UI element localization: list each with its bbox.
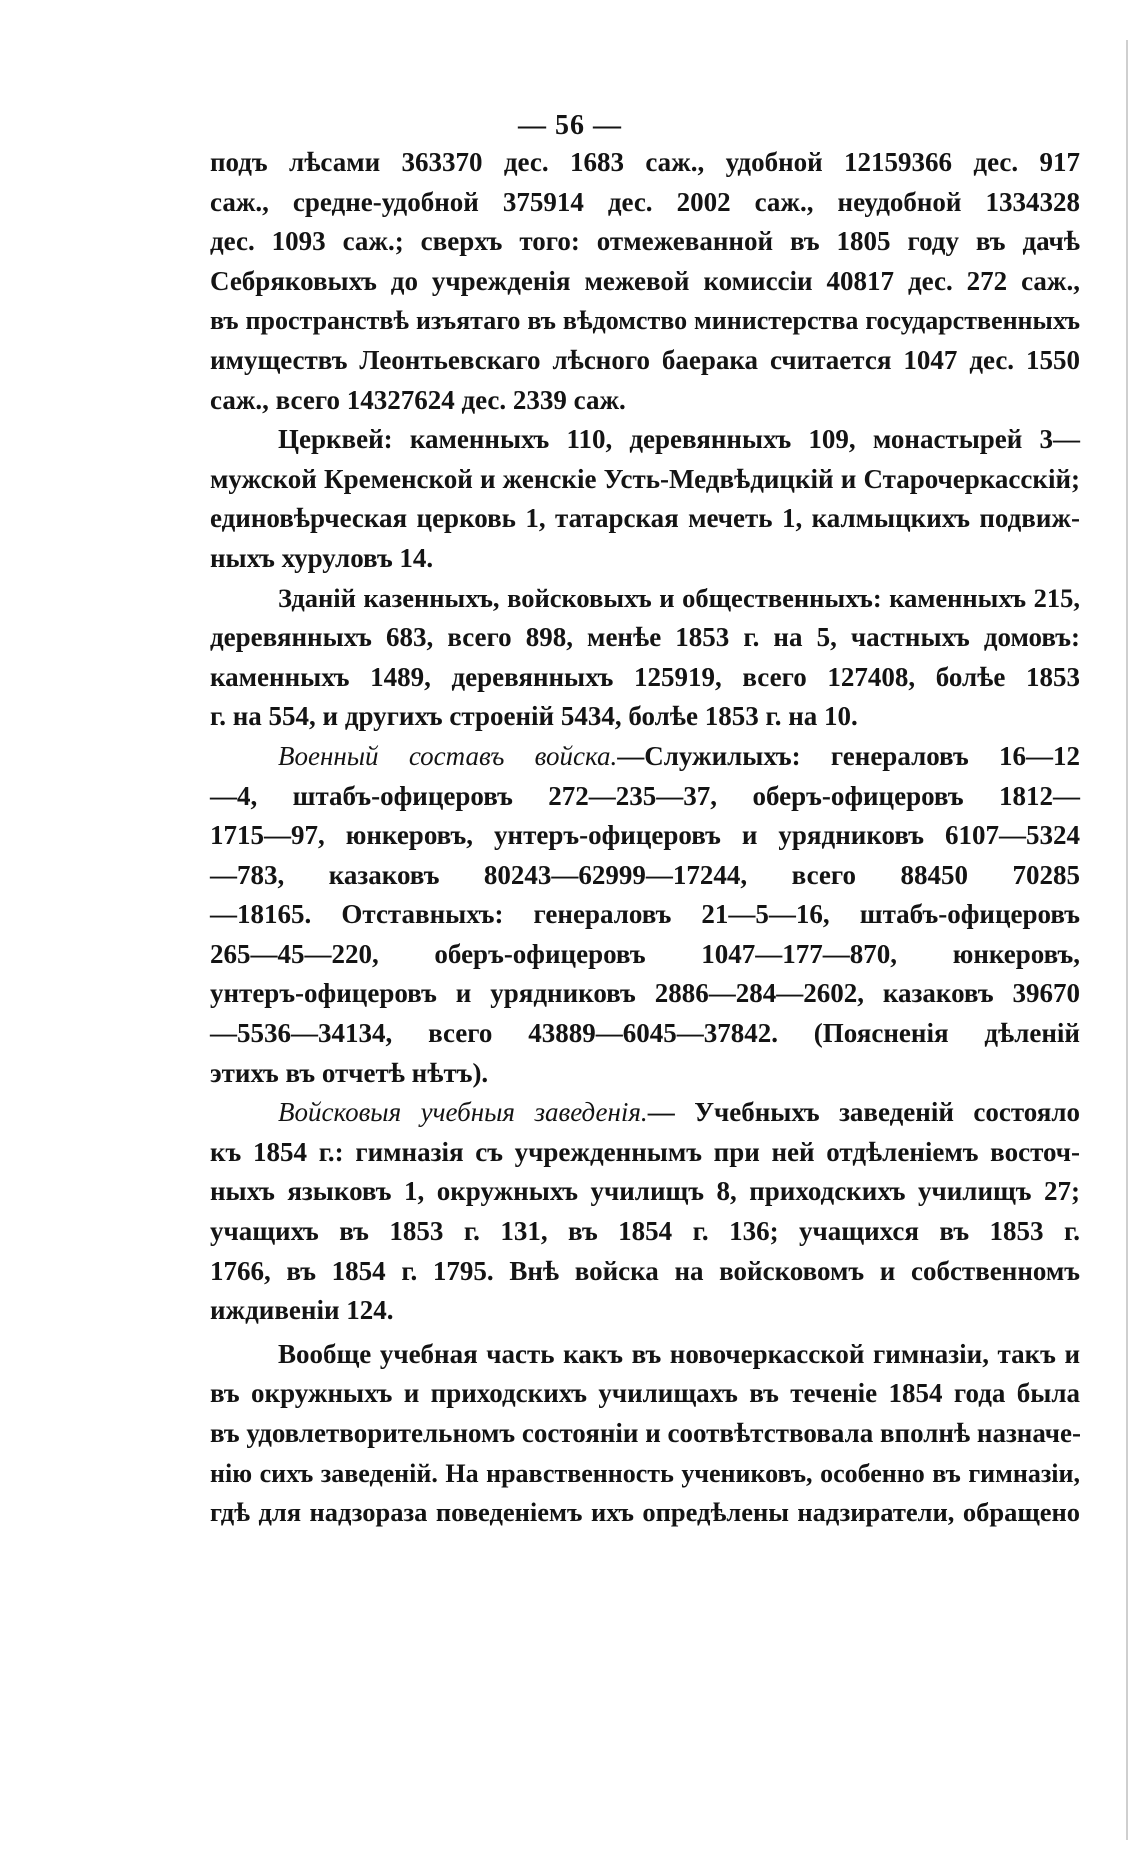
- paragraph-schools: [210, 1093, 1080, 1331]
- text-line: унтеръ-офицеровъ и урядниковъ 2886—284—2602, казаковъ 39670: [210, 978, 1080, 1009]
- text-line: ныхъ хуруловъ 14.: [210, 542, 434, 573]
- section-heading: Войсковыя учебныя заведенія.: [278, 1097, 648, 1128]
- text-line: къ 1854 г.: гимназія съ учрежденнымъ при ней отдѣленіемъ восточ-: [210, 1136, 1080, 1167]
- text-line: деревянныхъ 683, всего 898, менѣе 1853 г. на 5, частныхъ домовъ:: [210, 622, 1080, 653]
- text-line: 265—45—220, оберъ-офицеровъ 1047—177—870, юнкеровъ,: [210, 938, 1080, 969]
- text-line: въ пространствѣ изъятаго въ вѣдомство министерства государственныхъ: [210, 306, 1080, 336]
- text-line: нію сихъ заведеній. На нравственность учениковъ, особенно въ гимназіи,: [210, 1458, 1080, 1488]
- text-line: 1766, въ 1854 г. 1795. Внѣ войска на войсковомъ и собственномъ: [210, 1255, 1080, 1286]
- text-line: дес. 1093 саж.; сверхъ того: отмежеванной въ 1805 году въ дачѣ: [210, 226, 1080, 257]
- section-heading: Военный составъ войска.: [278, 740, 618, 771]
- text-line: учащихъ въ 1853 г. 131, въ 1854 г. 136; учащихся въ 1853 г.: [210, 1216, 1080, 1247]
- text-run: —Служилыхъ: генераловъ 16—12: [617, 740, 1080, 771]
- body-text: [210, 143, 1080, 1533]
- text-line: Зданій казенныхъ, войсковыхъ и общественныхъ: каменныхъ 215,: [278, 582, 1080, 613]
- text-line: гдѣ для надзораза поведеніемъ ихъ опредѣлены надзиратели, обращено: [210, 1497, 1080, 1528]
- text-line: Церквей: каменныхъ 110, деревянныхъ 109, монастырей 3—: [278, 424, 1080, 455]
- page-edge-line: [1126, 40, 1128, 1840]
- text-line: Вообще учебная часть какъ въ новочеркасской гимназіи, такъ и: [278, 1338, 1080, 1369]
- paragraph-buildings: [210, 579, 1080, 737]
- text-line: саж., средне-удобной 375914 дес. 2002 саж., неудобной 1334328: [210, 186, 1080, 217]
- text-line: —18165. Отставныхъ: генераловъ 21—5—16, штабъ-офицеровъ: [210, 899, 1080, 930]
- paragraph-churches: [210, 420, 1080, 578]
- text-line: каменныхъ 1489, деревянныхъ 125919, всего 127408, болѣе 1853: [210, 661, 1080, 692]
- text-line: —5536—34134, всего 43889—6045—37842. (Поясненія дѣленій: [210, 1018, 1080, 1049]
- text-line: единовѣрческая церковь 1, татарская мечеть 1, калмыцкихъ подвиж-: [210, 503, 1080, 534]
- text-line: Себряковыхъ до учрежденія межевой комиссіи 40817 дес. 272 саж.,: [210, 265, 1080, 296]
- text-line: въ окружныхъ и приходскихъ училищахъ въ теченіе 1854 года была: [210, 1378, 1080, 1409]
- paragraph-military: [210, 737, 1080, 1093]
- text-run: — Учебныхъ заведеній состояло: [647, 1097, 1081, 1128]
- text-line: мужской Кременской и женскіе Усть-Медвѣдицкій и Старочеркасскій;: [210, 463, 1080, 494]
- page-number: — 56 —: [518, 110, 622, 141]
- text-line: имуществъ Леонтьевскаго лѣсного баерака считается 1047 дес. 1550: [210, 344, 1080, 375]
- paragraph-education: [210, 1335, 1080, 1533]
- text-line: подъ лѣсами 363370 дес. 1683 саж., удобной 12159366 дес. 917: [210, 147, 1080, 177]
- paragraph-land: [210, 143, 1080, 420]
- text-line: саж., всего 14327624 дес. 2339 саж.: [210, 384, 626, 415]
- text-line: этихъ въ отчетѣ нѣтъ).: [210, 1057, 489, 1088]
- text-line: —4, штабъ-офицеровъ 272—235—37, оберъ-офицеровъ 1812—: [210, 780, 1080, 811]
- text-line: [210, 1093, 1080, 1133]
- text-line: 1715—97, юнкеровъ, унтеръ-офицеровъ и урядниковъ 6107—5324: [210, 820, 1080, 851]
- text-line: въ удовлетворительномъ состояніи и соотвѣтствовала вполнѣ назначе-: [210, 1418, 1081, 1448]
- text-line: [210, 737, 1080, 777]
- text-line: ныхъ языковъ 1, окружныхъ училищъ 8, приходскихъ училищъ 27;: [210, 1176, 1080, 1207]
- text-line: —783, казаковъ 80243—62999—17244, всего 88450 70285: [210, 859, 1080, 890]
- text-line: г. на 554, и другихъ строеній 5434, болѣе 1853 г. на 10.: [210, 701, 858, 732]
- text-line: иждивеніи 124.: [210, 1295, 394, 1326]
